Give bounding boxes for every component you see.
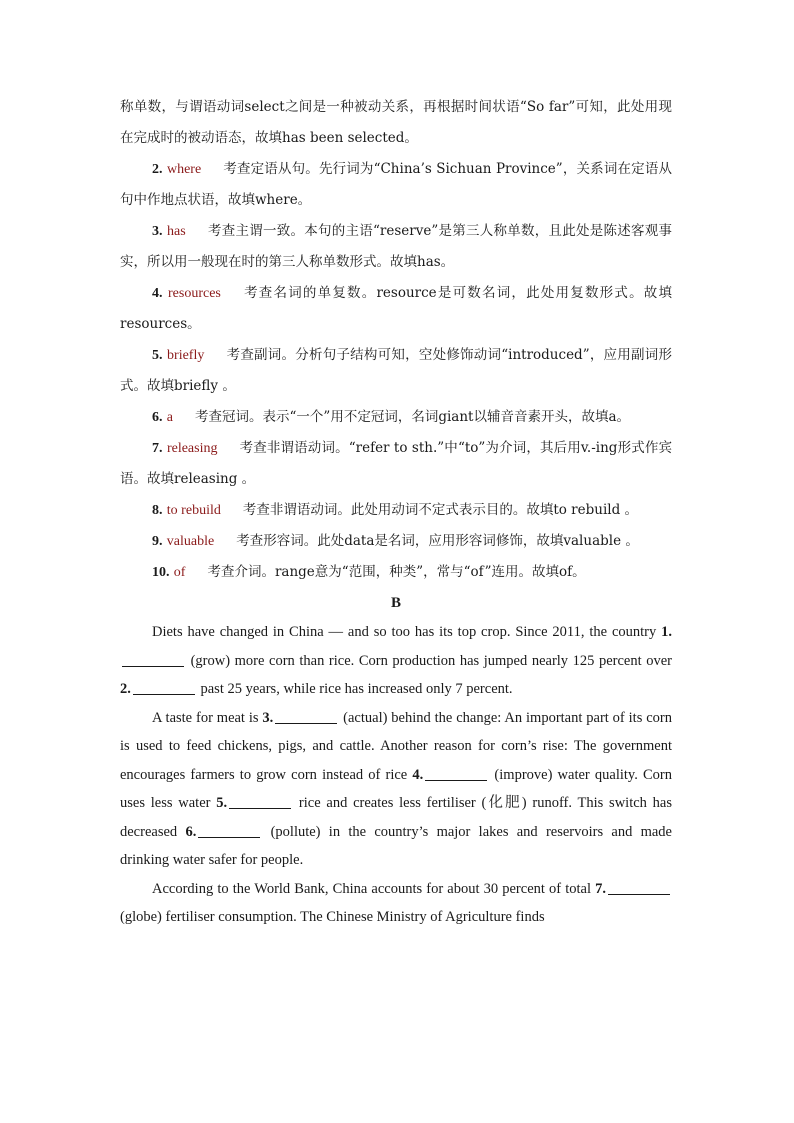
answer-explanation: 考查副词。分析句子结构可知，空处修饰动词“introduced”，应用副词形式。故填briefly 。 [120, 347, 672, 394]
blank-6[interactable] [198, 823, 260, 838]
answer-item [120, 433, 672, 495]
answer-word: where [166, 162, 202, 177]
section-heading: B [390, 595, 401, 611]
answer-word: briefly [167, 348, 205, 363]
blank-number: 3. [262, 709, 274, 726]
answer-explanation: 考查非谓语动词。“refer to sth.”中“to”为介词，其后用v.-ing形式作宾语。故填releasing 。 [120, 440, 673, 487]
blank-number: 2. [120, 681, 131, 697]
answer-number: 6. [152, 410, 163, 425]
answer-item [120, 402, 672, 433]
answer-number: 7. [152, 441, 163, 456]
blank-number: 7. [595, 880, 606, 897]
answer-number: 4. [152, 286, 163, 301]
passage-paragraph-2: A taste for meat is 3. (actual) behind the change: An important part of its corn is used to feed chickens, pigs, and cattle. Another reason for corn’s rise: The government encourages farmers to grow corn instead of rice 4. (improve) water quality. Corn uses less water 5. rice and creates less fertiliser (化肥) runoff. This switch has decreased 6. (pollute) in the country’s major lakes and reservoirs and made drinking water safer for people. [120, 709, 673, 868]
answer-word: of [173, 565, 186, 580]
answer-word: valuable [166, 534, 215, 549]
answer-number: 10. [152, 565, 170, 580]
blank-number: 4. [412, 766, 424, 783]
answer-word: has [167, 224, 186, 239]
answer-number: 5. [152, 348, 163, 363]
blank-1[interactable] [122, 652, 184, 667]
answer-number: 8. [152, 503, 163, 518]
blank-4[interactable] [425, 766, 487, 781]
blank-5[interactable] [229, 794, 291, 809]
blank-7[interactable] [608, 880, 670, 895]
answer-explanation: 考查定语从句。先行词为“China’s Sichuan Province”，关系词在定语从句中作地点状语，故填where。 [120, 161, 672, 208]
blank-number: 5. [216, 795, 228, 811]
answer-item [120, 340, 672, 402]
answer-item [120, 557, 672, 588]
answer-word: a [166, 410, 174, 425]
answer-explanation: 考查形容词。此处data是名词，应用形容词修饰，故填valuable 。 [236, 533, 639, 549]
passage-paragraph-3: According to the World Bank, China accounts for about 30 percent of total 7. (globe) fertiliser consumption. The Chinese Ministry of Agriculture finds [120, 875, 672, 932]
answer-number: 9. [152, 534, 163, 549]
blank-2[interactable] [133, 680, 195, 695]
answer-explanation: 考查介词。range意为“范围，种类”，常与“of”连用。故填of。 [207, 564, 586, 580]
answer-number: 3. [152, 224, 163, 239]
answer-item [120, 278, 672, 340]
answer-intro: 称单数，与谓语动词select之间是一种被动关系，再根据时间状语“So far”可知，此处用现在完成时的被动语态，故填has been selected。 [120, 99, 672, 146]
answer-explanation: 考查名词的单复数。resource是可数名词，此处用复数形式。故填resources。 [120, 285, 672, 332]
answer-explanation: 考查冠词。表示“一个”用不定冠词，名词giant以辅音音素开头，故填a。 [195, 409, 630, 425]
answer-explanation: 考查主谓一致。本句的主语“reserve”是第三人称单数，且此处是陈述客观事实，所以用一般现在时的第三人称单数形式。故填has。 [120, 223, 672, 270]
answer-item [120, 526, 672, 557]
blank-number: 6. [185, 823, 197, 840]
blank-number: 1. [661, 624, 672, 640]
answer-word: releasing [166, 441, 218, 456]
document-page [120, 92, 672, 932]
answer-number: 2. [152, 162, 163, 177]
answer-word: to rebuild [166, 503, 221, 518]
answer-word: resources [168, 286, 221, 301]
answer-explanation: 考查非谓语动词。此处用动词不定式表示目的。故填to rebuild 。 [242, 502, 639, 518]
answer-item [120, 495, 672, 526]
passage-paragraph-1: Diets have changed in China — and so too has its top crop. Since 2011, the country 1. (grow) more corn than rice. Corn production has jumped nearly 125 percent over 2. past 25 years, while rice has increased only 7 percent. [120, 624, 672, 697]
answer-item [120, 216, 672, 278]
answer-item [120, 154, 672, 216]
answer-list [120, 154, 672, 588]
blank-3[interactable] [275, 709, 337, 724]
